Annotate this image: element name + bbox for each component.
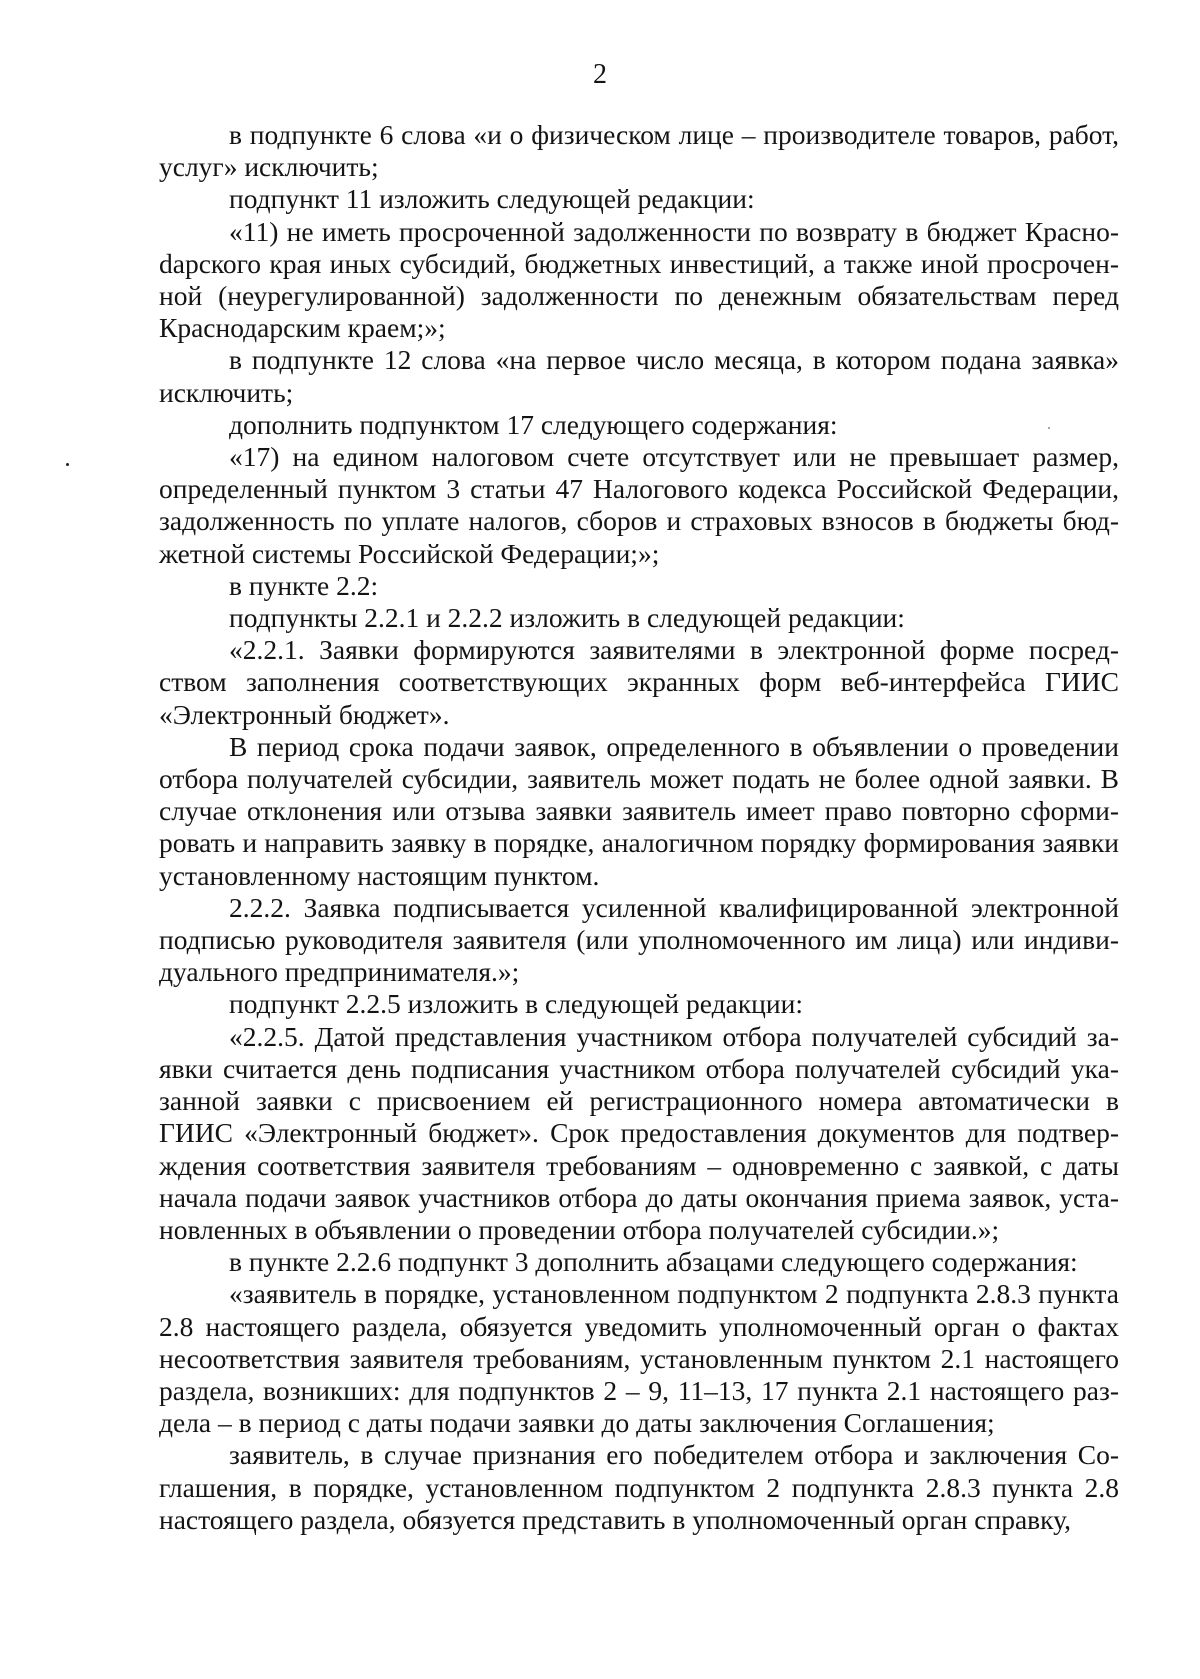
scan-speck: [66, 463, 69, 466]
paragraph: в пункте 2.2:: [229, 569, 379, 601]
paragraph: дополнить подпунктом 17 следующего содержания:: [229, 408, 838, 440]
paragraph: В период срока подачи заявок, определенного в объявлении о проведении отбора получателей субсидии, заявитель может подать не более одной заявки. В случае отклонения или отзыва заявки заявитель имеет право повторно сформировать и направить заявку в порядке, аналогичном порядку формирования заявки установленному настоящим пунктом.: [159, 730, 1119, 891]
paragraph: «2.2.5. Датой представления участником отбора получателей субсидий заявки считается день подписания участником отбора получателей субсидий указанной заявки с присвоением ей регистрационного номера автоматически в ГИИС «Электронный бюджет». Срок предоставления документов для подтверждения соответствия заявителя требованиям – одновременно с заявкой, с даты начала подачи заявок участников отбора до даты окончания приема заявок, установленных в объявлении о проведении отбора получателей субсидии.»;: [159, 1020, 1119, 1245]
paragraph: «заявитель в порядке, установленном подпунктом 2 подпункта 2.8.3 пункта 2.8 настоящего раздела, обязуется уведомить уполномоченный орган о фактах несоответствия заявителя требованиям, установленным пунктом 2.1 настоящего раздела, возникших: для подпунктов 2 – 9, 11–13, 17 пункта 2.1 настоящего раздела – в период с даты подачи заявки до даты заключения Соглашения;: [159, 1278, 1119, 1439]
paragraph: в подпункте 12 слова «на первое число месяца, в котором подана заявка» исключить;: [159, 344, 1119, 408]
paragraph: «17) на едином налоговом счете отсутствует или не превышает размер, определенный пунктом 3 статьи 47 Налогового кодекса Российской Федерации, задолженность по уплате налогов, сборов и страховых взносов в бюджеты бюджетной системы Российской Федерации;»;: [159, 441, 1119, 569]
paragraph: в пункте 2.2.6 подпункт 3 дополнить абзацами следующего содержания:: [229, 1246, 1078, 1278]
paragraph: заявитель, в случае признания его победителем отбора и заключения Соглашения, в порядке, установленном подпунктом 2 подпункта 2.8.3 пункта 2.8 настоящего раздела, обязуется представить в уполномоченный орган справку,: [159, 1439, 1119, 1535]
paragraph: подпункт 11 изложить следующей редакции:: [229, 183, 755, 215]
paragraph: подпункты 2.2.1 и 2.2.2 изложить в следующей редакции:: [229, 602, 905, 634]
paragraph: подпункт 2.2.5 изложить в следующей редакции:: [229, 988, 803, 1020]
paragraph: в подпункте 6 слова «и о физическом лице – производителе товаров, работ, услуг» исключить;: [159, 119, 1119, 183]
page-number: 2: [593, 59, 607, 90]
scan-speck: [1048, 427, 1050, 429]
paragraph: «2.2.1. Заявки формируются заявителями в электронной форме посредством заполнения соответствующих экранных форм веб-интерфейса ГИИС «Электронный бюджет».: [159, 634, 1119, 730]
paragraph: 2.2.2. Заявка подписывается усиленной квалифицированной электронной подписью руководителя заявителя (или уполномоченного им лица) или индивидуального предпринимателя.»;: [159, 891, 1119, 988]
document-body: [159, 119, 1119, 1536]
paragraph: «11) не иметь просроченной задолженности по возврату в бюджет Красноdарского края иных субсидий, бюджетных инвестиций, а также иной просроченной (неурегулированной) задолженности по денежным обязательствам перед Краснодарским краем;»;: [159, 215, 1119, 344]
